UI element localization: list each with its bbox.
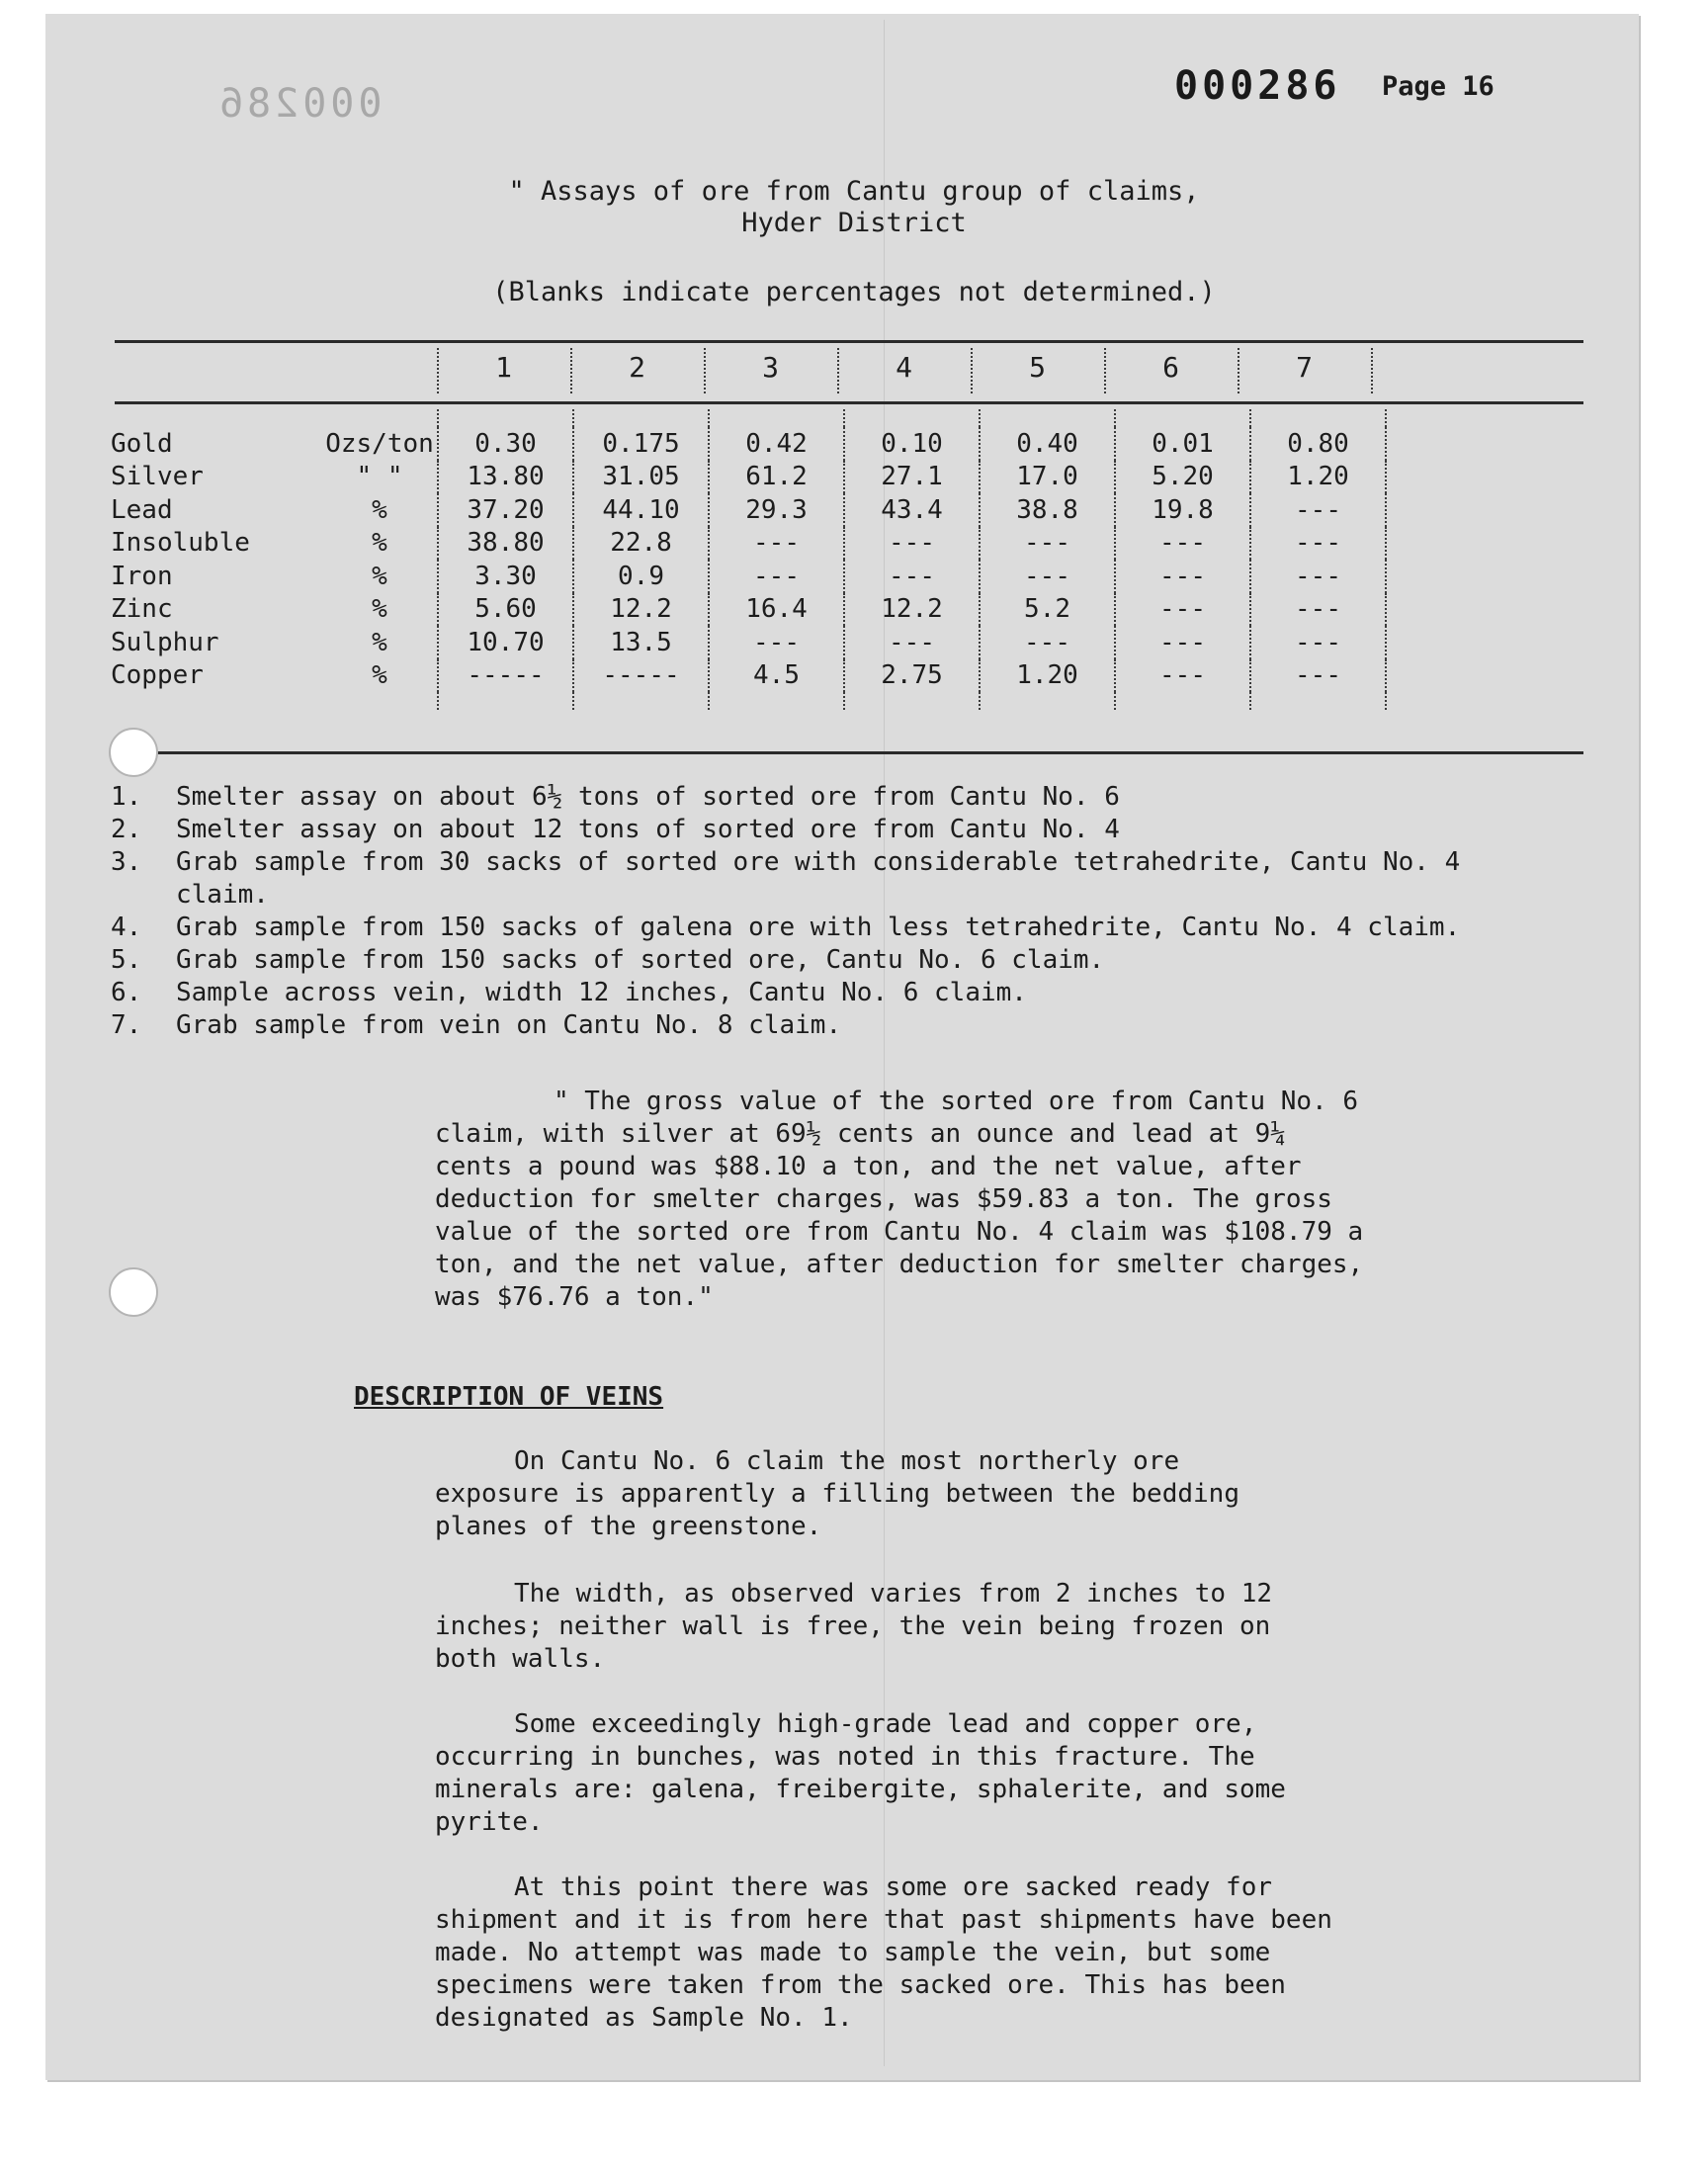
- column-separator: [570, 348, 572, 393]
- section-heading: DESCRIPTION OF VEINS: [354, 1382, 664, 1412]
- table-cell: 0.9: [573, 560, 709, 593]
- table-cell: 4.5: [709, 659, 844, 693]
- table-cell: 13.5: [573, 626, 709, 659]
- table-cell: 37.20: [438, 493, 573, 527]
- table-cell: ---: [844, 560, 980, 593]
- table-cell: 0.30: [438, 427, 573, 461]
- column-separator: [437, 348, 439, 393]
- column-separator: [837, 348, 839, 393]
- table-cell: 0.175: [573, 427, 709, 461]
- assay-table: [111, 409, 1387, 710]
- table-cell: ---: [709, 527, 844, 561]
- table-cell: ---: [1115, 527, 1250, 561]
- table-cell: ---: [844, 527, 980, 561]
- note-text: Grab sample from 30 sacks of sorted ore with considerable tetrahedrite, Cantu No. 4 claim.: [176, 847, 1461, 910]
- element-name: Lead: [111, 494, 173, 525]
- table-cell: ---: [1115, 560, 1250, 593]
- table-cell: ---: [980, 527, 1115, 561]
- note-item: [111, 912, 1639, 944]
- table-cell: 38.80: [438, 527, 573, 561]
- note-text: Grab sample from vein on Cantu No. 8 claim.: [176, 1010, 842, 1040]
- note-item: [111, 846, 1639, 912]
- element-name: Sulphur: [111, 627, 219, 657]
- note-number: 4.: [111, 913, 142, 942]
- unit: %: [372, 627, 387, 657]
- note-item: [111, 1009, 1639, 1042]
- unit: %: [372, 561, 387, 591]
- table-row-silver: [111, 461, 1386, 494]
- note-text: Grab sample from 150 sacks of sorted ore, Cantu No. 6 claim.: [176, 945, 1105, 975]
- table-cell: -----: [573, 659, 709, 693]
- table-row-insoluble: [111, 527, 1386, 561]
- table-cell: 5.60: [438, 593, 573, 627]
- assay-notes-list: [111, 781, 1639, 1042]
- table-row-iron: [111, 560, 1386, 593]
- table-cell: 17.0: [980, 461, 1115, 494]
- element-name: Gold: [111, 428, 173, 459]
- element-name: Silver: [111, 462, 204, 492]
- table-cell: 12.2: [573, 593, 709, 627]
- note-text: Smelter assay on about 6½ tons of sorted ore from Cantu No. 6: [176, 782, 1120, 812]
- table-cell: 0.10: [844, 427, 980, 461]
- table-cell: ---: [709, 560, 844, 593]
- element-name: Insoluble: [111, 528, 250, 559]
- note-item: [111, 814, 1639, 846]
- unit: %: [372, 494, 387, 525]
- unit: Ozs/ton: [325, 428, 434, 459]
- element-name: Copper: [111, 660, 204, 691]
- table-cell: ---: [980, 560, 1115, 593]
- table-row-zinc: [111, 593, 1386, 627]
- table-row-lead: [111, 493, 1386, 527]
- table-cell: ---: [1115, 593, 1250, 627]
- table-cell: ---: [1250, 593, 1386, 627]
- page-label: Page 16: [1382, 71, 1494, 102]
- note-number: 3.: [111, 847, 142, 877]
- table-cell: 0.42: [709, 427, 844, 461]
- table-cell: 0.80: [1250, 427, 1386, 461]
- bleed-through-number: 000286: [215, 81, 383, 127]
- section-paragraph-3: Some exceedingly high-grade lead and copper ore, occurring in bunches, was noted in this fracture. The minerals are: galena, freibergite, sphalerite, and some pyrite.: [435, 1709, 1286, 1837]
- table-cell: 13.80: [438, 461, 573, 494]
- table-cell: 1.20: [1250, 461, 1386, 494]
- table-cell: ---: [980, 626, 1115, 659]
- table-header-rule: [115, 401, 1583, 404]
- column-header-4: 4: [896, 351, 912, 384]
- table-cell: 5.2: [980, 593, 1115, 627]
- title-line-2: Hyder District: [741, 208, 967, 238]
- table-cell: 43.4: [844, 493, 980, 527]
- punch-hole: [109, 1267, 158, 1317]
- column-separator: [704, 348, 706, 393]
- table-cell: 61.2: [709, 461, 844, 494]
- note-number: 1.: [111, 782, 142, 812]
- column-header-7: 7: [1296, 351, 1313, 384]
- table-cell: 0.40: [980, 427, 1115, 461]
- note-text: Sample across vein, width 12 inches, Cantu No. 6 claim.: [176, 978, 1027, 1007]
- table-cell: ---: [1250, 560, 1386, 593]
- unit: %: [372, 594, 387, 625]
- column-header-2: 2: [629, 351, 645, 384]
- table-cell: 2.75: [844, 659, 980, 693]
- column-header-6: 6: [1162, 351, 1179, 384]
- table-spacer-row: [111, 409, 1386, 427]
- table-cell: ---: [1250, 493, 1386, 527]
- table-cell: 31.05: [573, 461, 709, 494]
- table-cell: 1.20: [980, 659, 1115, 693]
- table-cell: ---: [1250, 659, 1386, 693]
- note-number: 5.: [111, 945, 142, 975]
- table-cell: ---: [844, 626, 980, 659]
- note-text: Grab sample from 150 sacks of galena ore with less tetrahedrite, Cantu No. 4 claim.: [176, 913, 1461, 942]
- unit: " ": [356, 462, 403, 492]
- table-cell: 10.70: [438, 626, 573, 659]
- document-number-stamp: 000286: [1174, 63, 1341, 109]
- column-separator: [971, 348, 973, 393]
- table-row-gold: [111, 427, 1386, 461]
- table-cell: 3.30: [438, 560, 573, 593]
- column-separator: [1104, 348, 1106, 393]
- table-cell: ---: [1115, 626, 1250, 659]
- table-row-copper: [111, 659, 1386, 693]
- note-number: 7.: [111, 1010, 142, 1040]
- table-cell: 29.3: [709, 493, 844, 527]
- table-cell: 0.01: [1115, 427, 1250, 461]
- note-number: 6.: [111, 978, 142, 1007]
- column-header-1: 1: [495, 351, 512, 384]
- note-text: Smelter assay on about 12 tons of sorted ore from Cantu No. 4: [176, 815, 1120, 844]
- table-cell: ---: [709, 626, 844, 659]
- table-cell: -----: [438, 659, 573, 693]
- punch-hole: [109, 728, 158, 777]
- quoted-value-paragraph: " The gross value of the sorted ore from Cantu No. 6 claim, with silver at 69½ cents an ounce and lead at 9¼ cents a pound was $88.10 a ton, and the net value, after deduction for smelter charges, was $59.83 a ton. The gross value of the sorted ore from Cantu No. 4 claim was $108.79 a ton, and the net value, after deduction for smelter charges, was $76.76 a ton.": [435, 1087, 1364, 1312]
- note-number: 2.: [111, 815, 142, 844]
- column-header-3: 3: [762, 351, 779, 384]
- section-paragraph-1: On Cantu No. 6 claim the most northerly ore exposure is apparently a filling between the bedding planes of the greenstone.: [435, 1446, 1239, 1541]
- column-separator: [1371, 348, 1373, 393]
- table-cell: ---: [1250, 626, 1386, 659]
- table-cell: 12.2: [844, 593, 980, 627]
- element-name: Iron: [111, 561, 173, 591]
- element-name: Zinc: [111, 594, 173, 625]
- title-note: (Blanks indicate percentages not determined.): [492, 277, 1216, 307]
- table-cell: ---: [1115, 659, 1250, 693]
- table-cell: 27.1: [844, 461, 980, 494]
- column-separator: [1238, 348, 1239, 393]
- section-paragraph-2: The width, as observed varies from 2 inches to 12 inches; neither wall is free, the vein being frozen on both walls.: [435, 1579, 1273, 1674]
- column-header-5: 5: [1029, 351, 1046, 384]
- table-spacer-row: [111, 692, 1386, 710]
- table-cell: ---: [1250, 527, 1386, 561]
- table-top-rule: [115, 340, 1583, 343]
- unit: %: [372, 660, 387, 691]
- table-row-sulphur: [111, 626, 1386, 659]
- table-cell: 19.8: [1115, 493, 1250, 527]
- unit: %: [372, 528, 387, 559]
- section-paragraph-4: At this point there was some ore sacked ready for shipment and it is from here that past shipments have been made. No attempt was made to sample the vein, but some specimens were taken from the sacked ore. This has been designated as Sample No. 1.: [435, 1872, 1332, 2033]
- note-item: [111, 944, 1639, 977]
- title-line-1: " Assays of ore from Cantu group of claims,: [508, 176, 1200, 207]
- table-cell: 44.10: [573, 493, 709, 527]
- table-cell: 22.8: [573, 527, 709, 561]
- note-item: [111, 977, 1639, 1009]
- table-bottom-rule: [148, 751, 1583, 754]
- table-cell: 38.8: [980, 493, 1115, 527]
- note-item: [111, 781, 1639, 814]
- table-cell: 5.20: [1115, 461, 1250, 494]
- table-cell: 16.4: [709, 593, 844, 627]
